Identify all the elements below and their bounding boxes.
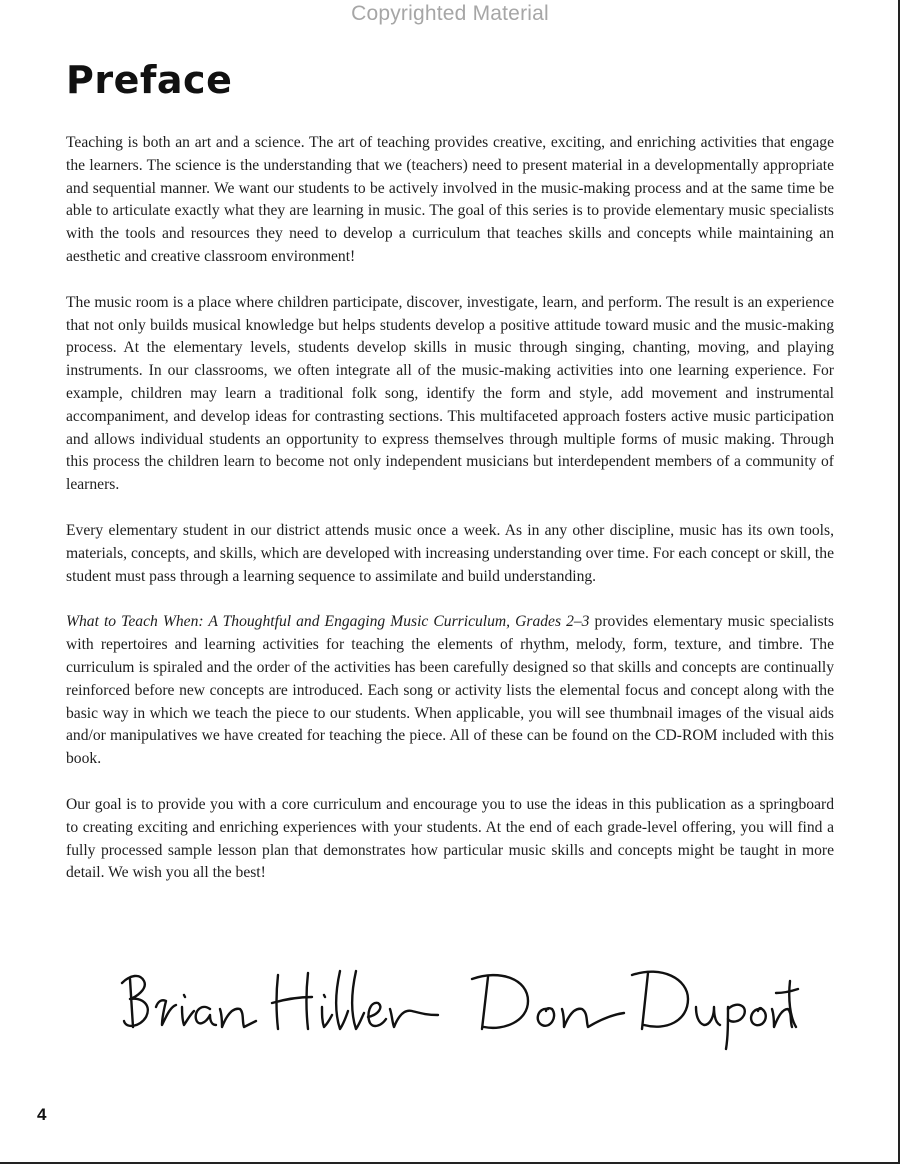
preface-body <box>66 132 834 885</box>
page-title: Preface <box>66 58 233 102</box>
page-number: 4 <box>37 1105 47 1124</box>
signature-brian-hiller <box>122 971 438 1029</box>
paragraph-5: Our goal is to provide you with a core curriculum and encourage you to use the ideas in this publication as a springboard to creating exciting and enriching experiences with your students. At the end of each grade-level offering, you will find a fully processed sample lesson plan that demonstrates how particular music skills and concepts might be taught in more detail. We wish you all the best! <box>66 795 834 882</box>
signature-don-dupont <box>472 972 798 1049</box>
paragraph-2: The music room is a place where children participate, discover, investigate, learn, and perform. The result is an experience that not only builds musical knowledge but helps students develop a positive attitude toward music and the music-making process. At the elementary levels, students develop skills in music through singing, chanting, moving, and playing instruments. In our classrooms, we often integrate all of the music-making activities into one learning experience. For example, children may learn a traditional folk song, identify the form and style, add movement and instrumental accompaniment, and develop ideas for contrasting sections. This multifaceted approach fosters active music participation and allows individual students an opportunity to express themselves through multiple forms of music making. Through this process the children learn to become not only independent musicians but interdependent members of a community of learners. <box>66 293 834 494</box>
paragraph-4-text: provides elementary music specialists with repertoires and learning activities for teaching the elements of rhythm, melody, form, texture, and timbre. The curriculum is spiraled and the order of the activities has been carefully designed so that skills and concepts are continually reinforced before new concepts are introduced. Each song or activity lists the elemental focus and concept along with the basic way in which we teach the piece to our students. When applicable, you will see thumbnail images of the visual aids and/or manipulatives we have created for teaching the piece. All of these can be found on the CD-ROM included with this book. <box>66 613 834 768</box>
author-signatures <box>100 945 800 1055</box>
signature-graphic <box>100 945 800 1055</box>
paragraph-3: Every elementary student in our district attends music once a week. As in any other discipline, music has its own tools, materials, concepts, and skills, which are developed with increasing understanding over time. For each concept or skill, the student must pass through a learning sequence to assimilate and build understanding. <box>66 521 834 585</box>
copyright-watermark: Copyrighted Material <box>351 2 549 25</box>
paragraph-1: Teaching is both an art and a science. The art of teaching provides creative, exciting, and enriching activities that engage the learners. The science is the understanding that we (teachers) need to present material in a developmentally appropriate and sequential manner. We want our students to be actively involved in the music-making process and at the same time be able to articulate exactly what they are learning in music. The goal of this series is to provide elementary music specialists with the tools and resources they need to develop a curriculum that teaches skills and concepts while maintaining an aesthetic and creative classroom environment! <box>66 134 834 265</box>
book-title: What to Teach When: A Thoughtful and Engaging Music Curriculum, Grades 2–3 <box>66 613 590 631</box>
paragraph-4 <box>66 611 834 771</box>
